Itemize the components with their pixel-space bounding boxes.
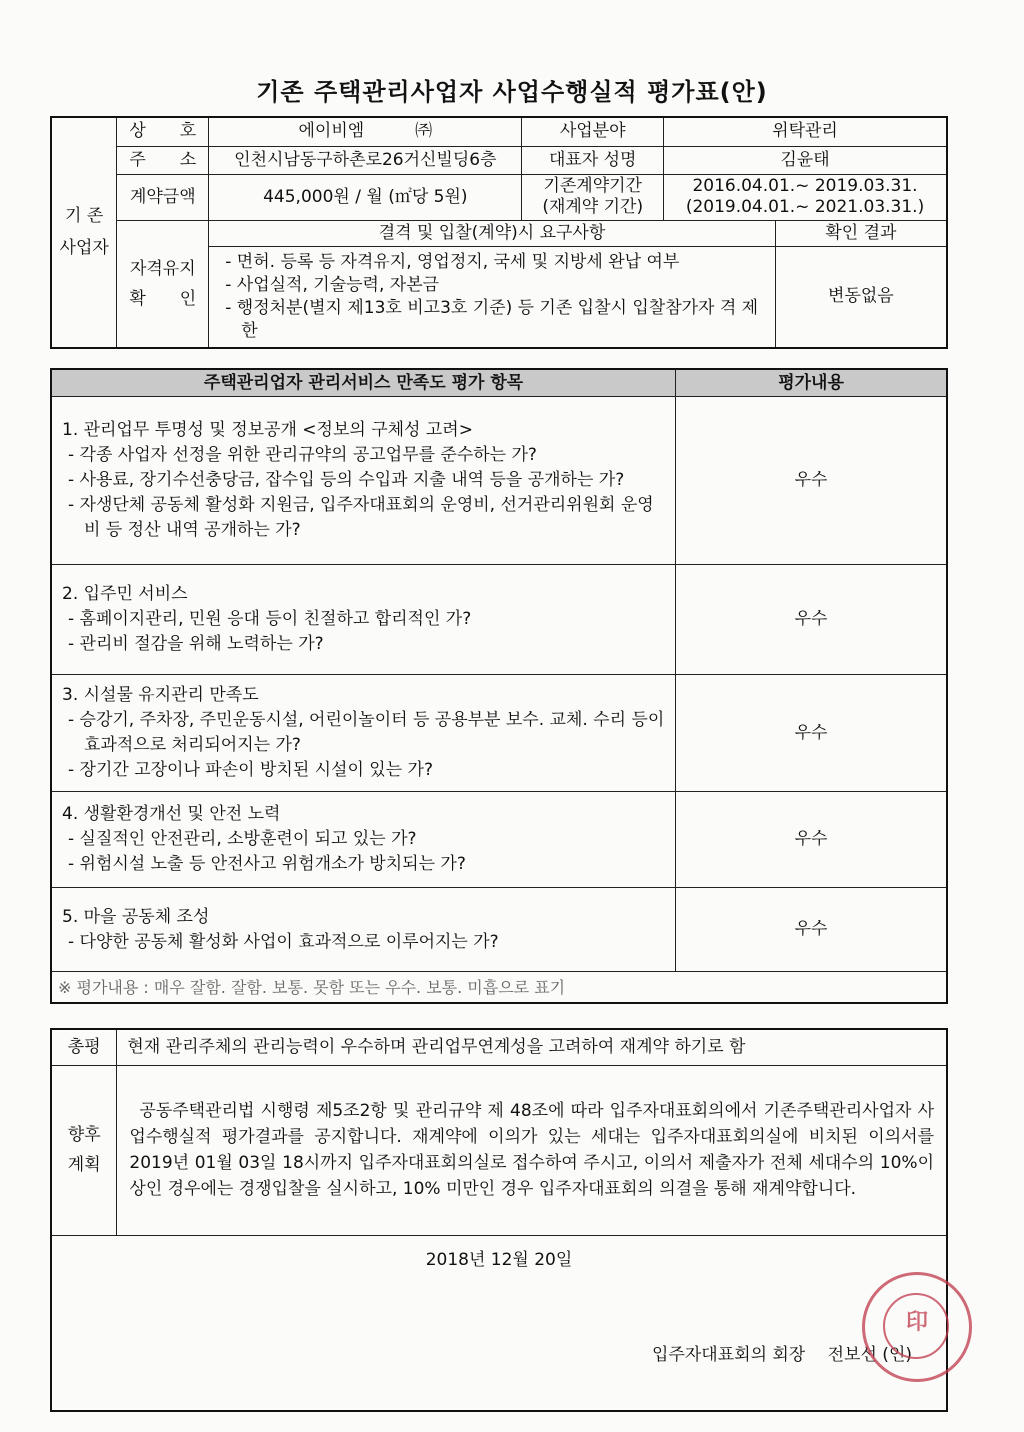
eval-item-title: 3. 시설물 유지관리 만족도 (62, 685, 259, 705)
requirement-item: - 면허. 등록 등 자격유지, 영업정지, 국세 및 지방세 완납 여부 (225, 251, 680, 272)
eval-note: ※ 평가내용 : 매우 잘함. 잘함. 보통. 못함 또는 우수. 보통. 미흡으로 표기 (51, 972, 947, 1004)
signer: 입주자대표회의 회장 전보선 (인) (652, 1344, 912, 1365)
eval-item-5 (51, 888, 676, 972)
eval-item-title: 2. 입주민 서비스 (62, 584, 188, 604)
req-header: 결격 및 입찰(계약)시 요구사항 (209, 220, 776, 246)
eval-result-5: 우수 (676, 888, 947, 972)
period-value-1: 2016.04.01.~ 2019.03.31. (692, 176, 918, 196)
contract-value: 445,000원 / 월 (㎡당 5원) (209, 174, 522, 220)
plan-text: 공동주택관리법 시행령 제5조2항 및 관리규약 제 48조에 따라 입주자대표회의에서 기존주택관리사업자 사업수행실적 평가결과를 공지합니다. 재계약에 이의가 있는 세대는 입주자대표회의실에 비치된 이의서를 2019년 01월 03일 18시까지 입주자대표회의실로 접수하여 주시고, 이의서 제출자가 전체 세대수의 10%이상인 경우에는 경쟁입찰을 실시하고, 10% 미만인 경우 입주자대표회의 의결을 통해 재계약합니다. (117, 1065, 947, 1235)
requirements-list (209, 246, 776, 348)
eval-item-line: - 자생단체 공동체 활성화 지원금, 입주자대표회의 운영비, 선거관리위원회 운영비 등 정산 내역 공개하는 가? (68, 495, 654, 540)
eval-item-line: - 사용료, 장기수선충당금, 잡수입 등의 수입과 지출 내역 등을 공개하는 가? (68, 470, 625, 490)
field-value: 위탁관리 (664, 117, 947, 146)
period-label-1: 기존계약기간 (543, 176, 642, 196)
eval-result-2: 우수 (676, 565, 947, 675)
name-value: 에이비엠 ㈜ (209, 117, 522, 146)
period-value-2: (2019.04.01.~ 2021.03.31.) (685, 197, 925, 217)
eval-item-line: - 위험시설 노출 등 안전사고 위험개소가 방치되는 가? (68, 854, 466, 874)
requirement-item: - 사업실적, 기술능력, 자본금 (225, 274, 440, 295)
overall-text: 현재 관리주체의 관리능력이 우수하며 관리업무연계성을 고려하여 재계약 하기로 함 (117, 1029, 947, 1065)
eval-item-line: - 각종 사업자 선정을 위한 관리규약의 공고업무를 준수하는 가? (68, 445, 537, 465)
period-value (664, 174, 947, 220)
eval-item-4 (51, 792, 676, 888)
overall-label: 총평 (51, 1029, 117, 1065)
period-label (522, 174, 664, 220)
eval-item-line: - 승강기, 주차장, 주민운동시설, 어린이놀이터 등 공용부분 보수. 교체. 수리 등이 효과적으로 처리되어지는 가? (68, 710, 665, 755)
eval-result-1: 우수 (676, 397, 947, 565)
qual-label-2: 확 인 (129, 288, 197, 309)
qual-label (117, 220, 209, 348)
qual-label-1: 자격유지 (129, 258, 196, 279)
eval-item-line: - 장기간 고장이나 파손이 방치된 시설이 있는 가? (68, 760, 434, 780)
document-title: 기존 주택관리사업자 사업수행실적 평가표(안) (256, 78, 768, 106)
eval-item-line: - 홈페이지관리, 민원 응대 등이 친절하고 합리적인 가? (68, 609, 472, 629)
seal-icon: 印 (905, 1310, 928, 1335)
eval-item-line: - 다양한 공동체 활성화 사업이 효과적으로 이루어지는 가? (68, 931, 499, 952)
plan-label: 향후 계획 (51, 1065, 117, 1235)
rep-label: 대표자 성명 (522, 146, 664, 174)
date: 2018년 12월 20일 (425, 1249, 573, 1270)
eval-result-4: 우수 (676, 792, 947, 888)
signature-area (51, 1235, 947, 1411)
official-seal-stamp (862, 1272, 972, 1382)
eval-item-title: 5. 마을 공동체 조성 (62, 906, 210, 927)
requirement-item: - 행정처분(별지 제13호 비고3호 기준) 등 기존 입찰시 입찰참가자 격 제한 (225, 297, 759, 341)
eval-result-3: 우수 (676, 675, 947, 792)
eval-item-line: - 관리비 절감을 위해 노력하는 가? (68, 634, 324, 654)
eval-header-result: 평가내용 (676, 369, 947, 397)
eval-item-2 (51, 565, 676, 675)
company-info-table (50, 116, 948, 349)
check-result: 변동없음 (775, 246, 947, 348)
eval-item-1 (51, 397, 676, 565)
eval-item-3 (51, 675, 676, 792)
eval-item-line: - 실질적인 안전관리, 소방훈련이 되고 있는 가? (68, 829, 417, 849)
check-header: 확인 결과 (775, 220, 947, 246)
evaluation-table (50, 368, 948, 1004)
eval-header-item: 주택관리업자 관리서비스 만족도 평가 항목 (51, 369, 676, 397)
section-label: 기 존 사업자 (51, 117, 117, 348)
period-label-2: (재계약 기간) (542, 197, 644, 217)
summary-table (50, 1028, 948, 1412)
contract-label: 계약금액 (117, 174, 209, 220)
field-label: 사업분야 (522, 117, 664, 146)
rep-value: 김윤태 (664, 146, 947, 174)
address-label: 주 소 (117, 146, 209, 174)
address-value: 인천시남동구하촌로26거신빌딩6층 (209, 146, 522, 174)
eval-item-title: 1. 관리업무 투명성 및 정보공개 <정보의 구체성 고려> (62, 420, 473, 440)
eval-item-title: 4. 생활환경개선 및 안전 노력 (62, 804, 281, 824)
name-label: 상 호 (117, 117, 209, 146)
